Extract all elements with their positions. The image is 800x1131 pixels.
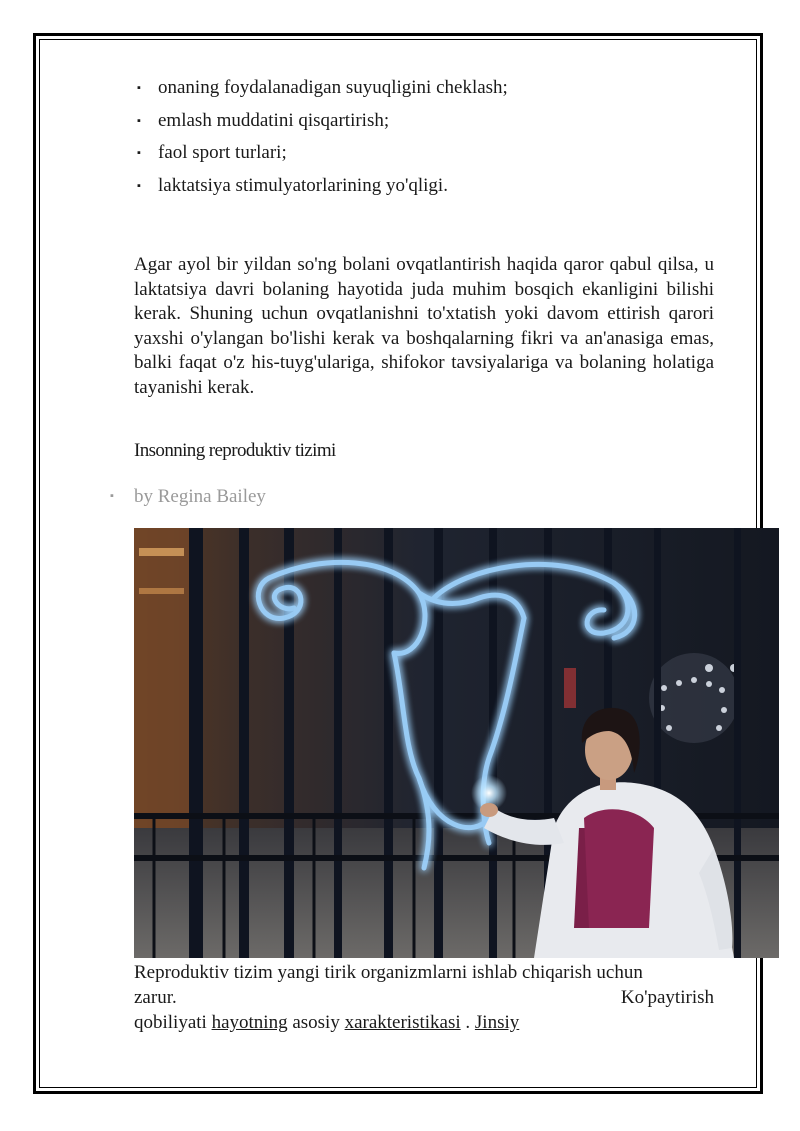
- article-photo: [134, 528, 779, 958]
- author-byline[interactable]: by Regina Bailey: [134, 486, 266, 507]
- list-item: ▪ faol sport turlari;: [134, 137, 714, 170]
- body-paragraph: Agar ayol bir yildan so'ng bolani ovqatlantirish haqida qaror qabul qilsa, u laktatsiya davri bolaning hayotida juda muhim bosqich ekanligini bilishi kerak. Shuning uchun ovqatlanishni to'xtatish yoki davom ettirish qarori yaxshi o'ylangan bo'lishi kerak va boshqalarning fikri va an'anasiga emas, balki faqat o'z his-tuyg'ulariga, shifokor tavsiyalariga va bolaning holatiga tayanishi kerak.: [134, 254, 714, 398]
- bullet-icon: ▪: [137, 82, 141, 94]
- link-hayotning[interactable]: hayotning: [211, 1012, 288, 1033]
- caption-line: zarur. Ko'paytirish: [134, 987, 714, 1008]
- caption-line: Reproduktiv tizim yangi tirik organizmlarni ishlab chiqarish uchun: [134, 962, 643, 983]
- bullet-icon: ▪: [137, 147, 141, 159]
- list-item: ▪ emlash muddatini qisqartirish;: [134, 105, 714, 138]
- list-item: ▪ onaning foydalanadigan suyuqligini cheklash;: [134, 72, 714, 105]
- caption-line: qobiliyati hayotning asosiy xarakteristikasi . Jinsiy: [134, 1012, 520, 1033]
- list-item: ▪ laktatsiya stimulyatorlarining yo'qligi.: [134, 170, 714, 203]
- bullet-icon: ▪: [137, 179, 141, 192]
- bullet-icon: ▪: [110, 490, 114, 502]
- bullet-list: [134, 72, 714, 202]
- bullet-icon: ▪: [137, 114, 141, 127]
- section-heading: Insonning reproduktiv tizimi: [134, 440, 336, 461]
- reproductive-system-light-photo: [134, 528, 779, 958]
- link-jinsiy[interactable]: Jinsiy: [474, 1012, 520, 1033]
- link-xarakteristikasi[interactable]: xarakteristikasi: [344, 1012, 461, 1033]
- bullet-list-section: [134, 72, 714, 202]
- image-caption: [134, 960, 714, 1035]
